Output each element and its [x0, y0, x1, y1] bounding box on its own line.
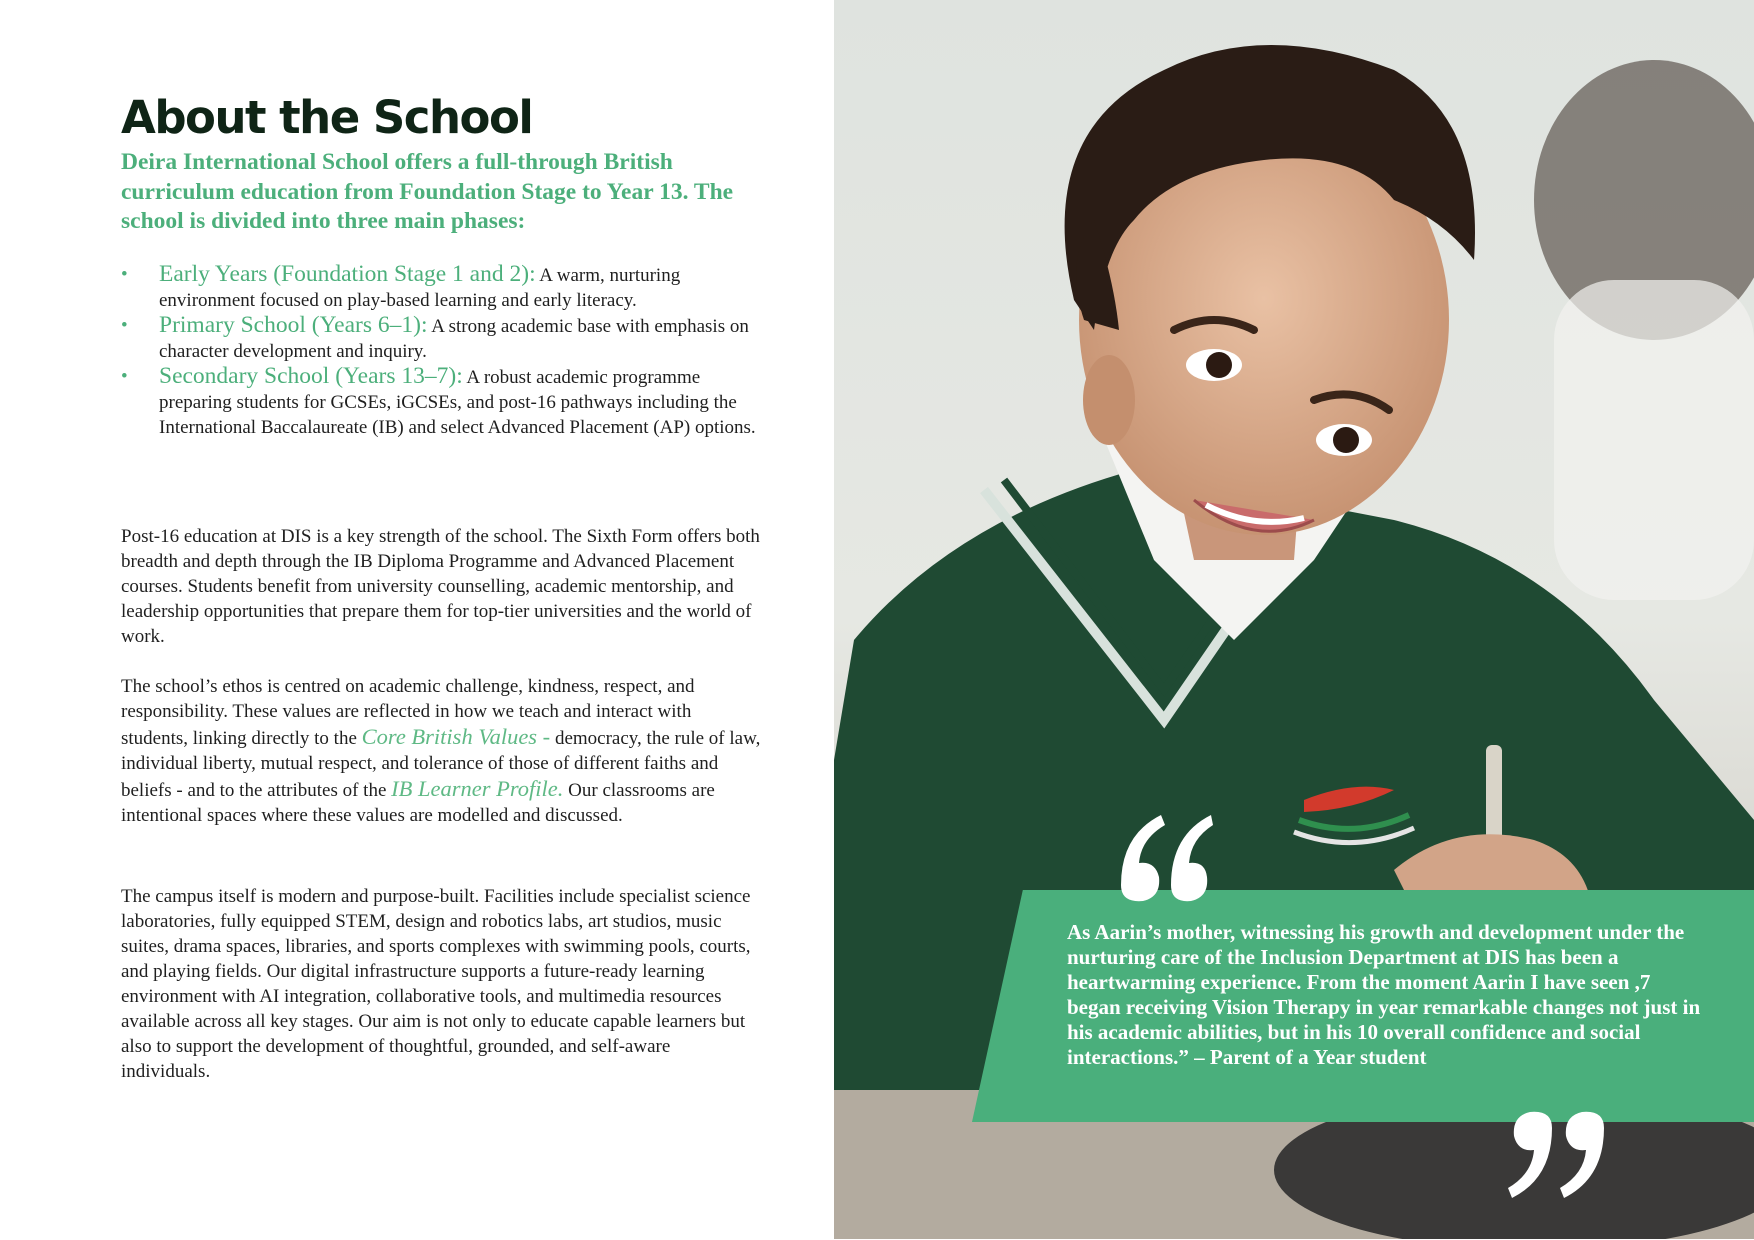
quote-open-icon [1113, 805, 1213, 925]
ethos-paragraph [121, 674, 761, 828]
phase-heading: Secondary School (Years 13–7): [159, 363, 463, 389]
campus-paragraph: The campus itself is modern and purpose-built. Facilities include specialist science laboratories, fully equipped STEM, design and robotics labs, art studios, music suites, drama spaces, libraries, and sports complexes with swimming pools, courts, and playing fields. Our digital infrastructure supports a future-ready learning environment with AI integration, collaborative tools, and multimedia resources available across all key stages. Our aim is not only to educate capable learners but also to support the development of thoughtful, grounded, and self-aware individuals. [121, 886, 751, 1082]
testimonial-quote: As Aarin’s mother, witnessing his growth and development under the nurturing care of the Inclusion Department at DIS has been a heartwarming experience. From the moment Aarin I have seen ,7 began receiving Vision Therapy in year remarkable changes not just in his academic abilities, but in his 10 overall confidence and social interactions.” – Parent of a Year student [1067, 920, 1701, 1069]
ib-learner-profile-highlight: IB Learner Profile. [391, 776, 564, 801]
core-british-values-highlight: Core British Values - [361, 724, 551, 749]
phase-description: A strong academic base with emphasis on character development and inquiry. [159, 316, 749, 362]
phase-heading: Primary School (Years 6–1): [159, 312, 428, 338]
list-item [121, 364, 761, 440]
phase-description: A robust academic programme preparing students for GCSEs, iGCSEs, and post-16 pathways including the International Baccalaureate (IB) and select Advanced Placement (AP) options. [159, 367, 756, 438]
quote-close-icon [1508, 1088, 1608, 1208]
intro-text: Deira International School offers a full-through British curriculum education from Foundation Stage to Year 13. The school is divided into three main phases: [121, 149, 734, 234]
bullet: • [121, 315, 128, 336]
bullet: • [121, 366, 128, 387]
ethos-text: democracy, the rule of law, individual liberty, mutual respect, and tolerance of those of different faiths and beliefs - and to the attributes of the [121, 728, 761, 801]
phase-heading: Early Years (Foundation Stage 1 and 2): [159, 261, 536, 287]
ethos-text: The school’s ethos is centred on academic challenge, kindness, respect, and responsibility. These values are reflected in how we teach and interact with students, linking directly to the [121, 676, 695, 749]
text-page [0, 0, 834, 1240]
list-item [121, 313, 761, 364]
page-title: About the School [121, 91, 533, 144]
bullet: • [121, 264, 128, 285]
list-item [121, 262, 761, 313]
phase-description: A warm, nurturing environment focused on play-based learning and early literacy. [159, 265, 681, 311]
phase-list [121, 262, 761, 440]
ethos-text: Our classrooms are intentional spaces where these values are modelled and discussed. [121, 780, 715, 826]
post16-paragraph: Post-16 education at DIS is a key strength of the school. The Sixth Form offers both breadth and depth through the IB Diploma Programme and Advanced Placement courses. Students benefit from university counselling, academic mentorship, and leadership opportunities that prepare them for top-tier universities and the world of work. [121, 526, 760, 647]
